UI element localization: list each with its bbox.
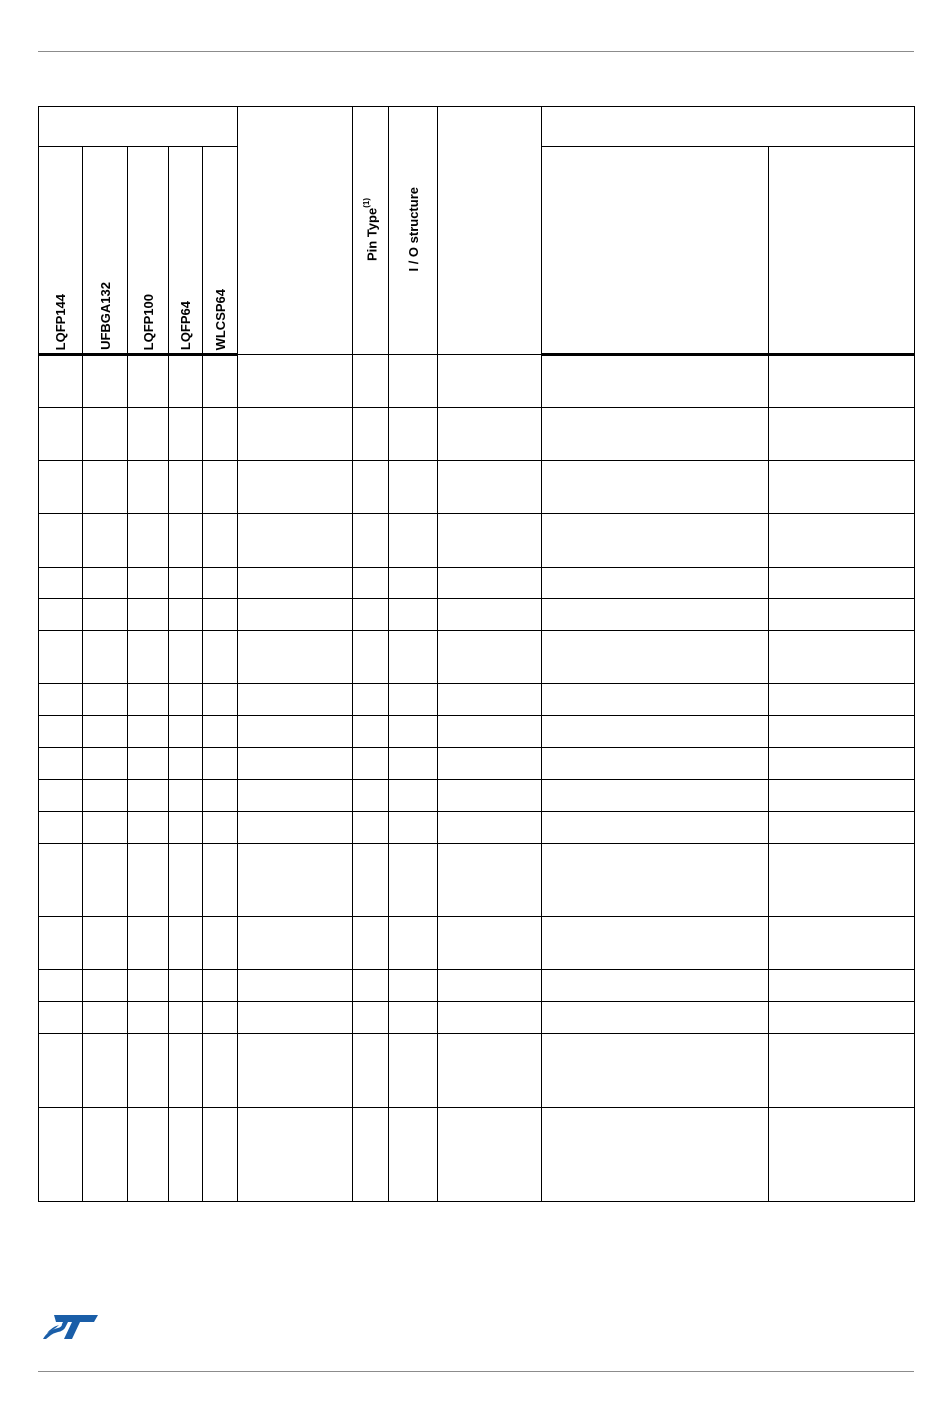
- io-structure-header: [389, 107, 438, 355]
- table-cell: [389, 631, 438, 684]
- table-cell: [83, 355, 128, 408]
- table-cell: [203, 1002, 238, 1034]
- table-cell: [128, 461, 169, 514]
- table-row: [39, 844, 915, 917]
- table-cell: [542, 599, 769, 631]
- table-cell: [83, 970, 128, 1002]
- table-cell: [353, 599, 389, 631]
- table-cell: [128, 568, 169, 599]
- header-row-group: [39, 107, 915, 147]
- table-cell: [169, 1034, 203, 1108]
- table-cell: [389, 917, 438, 970]
- table-cell: [238, 631, 353, 684]
- table-cell: [238, 684, 353, 716]
- table-cell: [542, 684, 769, 716]
- table-cell: [542, 716, 769, 748]
- table-cell: [389, 748, 438, 780]
- table-cell: [438, 599, 542, 631]
- pin-type-label: Pin Type: [364, 207, 380, 261]
- table-cell: [353, 812, 389, 844]
- table-cell: [389, 1108, 438, 1202]
- table-cell: [203, 408, 238, 461]
- table-cell: [203, 514, 238, 568]
- table-cell: [389, 599, 438, 631]
- table-cell: [389, 812, 438, 844]
- notes-header: [438, 107, 542, 355]
- table-cell: [203, 568, 238, 599]
- table-cell: [128, 631, 169, 684]
- table-row: [39, 355, 915, 408]
- table-cell: [389, 461, 438, 514]
- table-cell: [203, 461, 238, 514]
- table-cell: [238, 1108, 353, 1202]
- table-cell: [769, 748, 915, 780]
- table-cell: [39, 599, 83, 631]
- table-cell: [39, 812, 83, 844]
- pin-name-header: [238, 107, 353, 355]
- table-cell: [353, 684, 389, 716]
- table-cell: [438, 408, 542, 461]
- io-structure-label: I / O structure: [405, 186, 421, 272]
- table-cell: [203, 970, 238, 1002]
- table-cell: [169, 355, 203, 408]
- table-cell: [169, 748, 203, 780]
- table-row: [39, 599, 915, 631]
- table-cell: [542, 568, 769, 599]
- table-cell: [128, 748, 169, 780]
- table-cell: [203, 780, 238, 812]
- table-cell: [389, 970, 438, 1002]
- table-cell: [389, 408, 438, 461]
- table-cell: [769, 461, 915, 514]
- table-cell: [389, 355, 438, 408]
- table-cell: [438, 355, 542, 408]
- table-cell: [769, 568, 915, 599]
- table-cell: [39, 568, 83, 599]
- table-cell: [169, 1108, 203, 1202]
- table-cell: [769, 812, 915, 844]
- table-cell: [169, 844, 203, 917]
- table-cell: [238, 1034, 353, 1108]
- table-cell: [438, 812, 542, 844]
- table-cell: [438, 748, 542, 780]
- table-cell: [438, 684, 542, 716]
- table-cell: [83, 1034, 128, 1108]
- table-cell: [238, 599, 353, 631]
- table-cell: [542, 1108, 769, 1202]
- table-cell: [128, 1002, 169, 1034]
- table-cell: [83, 1108, 128, 1202]
- table-cell: [353, 716, 389, 748]
- additional-functions-header: [769, 147, 915, 355]
- table-cell: [438, 514, 542, 568]
- table-cell: [542, 1002, 769, 1034]
- table-cell: [238, 1002, 353, 1034]
- table-cell: [769, 917, 915, 970]
- table-cell: [39, 461, 83, 514]
- table-cell: [128, 599, 169, 631]
- table-cell: [83, 408, 128, 461]
- table-row: [39, 812, 915, 844]
- table-cell: [39, 780, 83, 812]
- table-cell: [128, 917, 169, 970]
- table-cell: [169, 812, 203, 844]
- table-cell: [438, 461, 542, 514]
- table-cell: [353, 1002, 389, 1034]
- table-cell: [353, 355, 389, 408]
- table-row: [39, 1108, 915, 1202]
- table-cell: [353, 514, 389, 568]
- table-row: [39, 684, 915, 716]
- table-cell: [39, 1108, 83, 1202]
- table-cell: [128, 780, 169, 812]
- table-cell: [169, 917, 203, 970]
- table-cell: [542, 748, 769, 780]
- table-cell: [169, 514, 203, 568]
- table-cell: [769, 514, 915, 568]
- table-cell: [83, 599, 128, 631]
- table-cell: [353, 970, 389, 1002]
- table-cell: [353, 461, 389, 514]
- header-rule: [38, 51, 914, 52]
- table-cell: [353, 748, 389, 780]
- table-cell: [542, 355, 769, 408]
- table-cell: [438, 780, 542, 812]
- table-cell: [438, 1108, 542, 1202]
- table-cell: [353, 1108, 389, 1202]
- table-cell: [39, 1034, 83, 1108]
- table-cell: [353, 844, 389, 917]
- table-cell: [389, 514, 438, 568]
- table-cell: [39, 1002, 83, 1034]
- table-cell: [389, 780, 438, 812]
- table-cell: [83, 748, 128, 780]
- table-cell: [542, 917, 769, 970]
- table-cell: [238, 970, 353, 1002]
- table-cell: [39, 748, 83, 780]
- table-cell: [39, 970, 83, 1002]
- table-cell: [83, 568, 128, 599]
- table-cell: [769, 1034, 915, 1108]
- table-cell: [83, 1002, 128, 1034]
- package-header-lqfp100: LQFP100: [128, 147, 169, 355]
- table-cell: [169, 970, 203, 1002]
- table-row: [39, 514, 915, 568]
- package-header-wlcsp64: WLCSP64: [203, 147, 238, 355]
- table-cell: [542, 1034, 769, 1108]
- table-cell: [83, 917, 128, 970]
- table-cell: [169, 1002, 203, 1034]
- table-cell: [39, 716, 83, 748]
- table-row: [39, 970, 915, 1002]
- table-cell: [83, 461, 128, 514]
- table-cell: [353, 780, 389, 812]
- table-cell: [769, 970, 915, 1002]
- table-cell: [389, 1002, 438, 1034]
- table-cell: [169, 631, 203, 684]
- table-cell: [203, 812, 238, 844]
- table-cell: [389, 684, 438, 716]
- table-cell: [203, 1108, 238, 1202]
- table-cell: [542, 461, 769, 514]
- table-cell: [542, 844, 769, 917]
- table-cell: [169, 461, 203, 514]
- table-cell: [438, 844, 542, 917]
- table-cell: [238, 355, 353, 408]
- pin-type-footnote: (1): [361, 197, 371, 208]
- table-cell: [238, 461, 353, 514]
- table-cell: [169, 408, 203, 461]
- table-cell: [438, 1034, 542, 1108]
- table-cell: [353, 631, 389, 684]
- table-cell: [203, 599, 238, 631]
- table-cell: [203, 917, 238, 970]
- table-cell: [769, 631, 915, 684]
- table-cell: [128, 844, 169, 917]
- table-cell: [203, 716, 238, 748]
- table-cell: [353, 1034, 389, 1108]
- table-cell: [203, 748, 238, 780]
- table-cell: [203, 844, 238, 917]
- table-cell: [238, 844, 353, 917]
- table-row: [39, 461, 915, 514]
- table-cell: [353, 917, 389, 970]
- table-cell: [769, 1108, 915, 1202]
- table-body: [39, 355, 915, 1202]
- table-cell: [389, 1034, 438, 1108]
- table-cell: [769, 355, 915, 408]
- table-cell: [39, 355, 83, 408]
- table-row: [39, 1002, 915, 1034]
- table-cell: [542, 514, 769, 568]
- package-header-lqfp64: LQFP64: [169, 147, 203, 355]
- table-cell: [39, 844, 83, 917]
- table-row: [39, 780, 915, 812]
- table-cell: [203, 355, 238, 408]
- pin-functions-group-header: [542, 107, 915, 147]
- table-cell: [542, 631, 769, 684]
- table-cell: [769, 599, 915, 631]
- table-cell: [238, 716, 353, 748]
- table-cell: [769, 780, 915, 812]
- table-cell: [83, 716, 128, 748]
- table-cell: [238, 780, 353, 812]
- table-cell: [39, 631, 83, 684]
- table-cell: [238, 812, 353, 844]
- footer-rule: [38, 1371, 914, 1372]
- table-cell: [83, 514, 128, 568]
- table-cell: [128, 716, 169, 748]
- table-cell: [39, 917, 83, 970]
- table-cell: [238, 748, 353, 780]
- table-cell: [769, 684, 915, 716]
- table-cell: [128, 970, 169, 1002]
- pin-number-group-header: [39, 107, 238, 147]
- table-cell: [128, 684, 169, 716]
- table-cell: [83, 684, 128, 716]
- table-row: [39, 1034, 915, 1108]
- table-cell: [169, 716, 203, 748]
- table-cell: [238, 568, 353, 599]
- table-cell: [83, 812, 128, 844]
- table-cell: [769, 716, 915, 748]
- table-row: [39, 716, 915, 748]
- table-cell: [39, 408, 83, 461]
- table-cell: [128, 514, 169, 568]
- table-cell: [203, 631, 238, 684]
- table-cell: [769, 1002, 915, 1034]
- table-cell: [438, 1002, 542, 1034]
- pinout-table: [38, 106, 915, 1202]
- table-cell: [39, 684, 83, 716]
- table-cell: [542, 408, 769, 461]
- alternate-functions-header: [542, 147, 769, 355]
- st-logo: [42, 1312, 100, 1342]
- table-cell: [389, 844, 438, 917]
- table-cell: [438, 970, 542, 1002]
- table-cell: [128, 1034, 169, 1108]
- table-cell: [438, 917, 542, 970]
- table-cell: [83, 631, 128, 684]
- table-cell: [353, 568, 389, 599]
- table-cell: [438, 568, 542, 599]
- pin-type-header: [353, 107, 389, 355]
- table-row: [39, 748, 915, 780]
- table-cell: [542, 970, 769, 1002]
- table-cell: [39, 514, 83, 568]
- table-cell: [169, 780, 203, 812]
- table-cell: [169, 684, 203, 716]
- table-cell: [83, 780, 128, 812]
- table-cell: [238, 408, 353, 461]
- table-cell: [238, 514, 353, 568]
- table-row: [39, 917, 915, 970]
- table-cell: [203, 1034, 238, 1108]
- table-cell: [169, 568, 203, 599]
- table-row: [39, 631, 915, 684]
- table-cell: [238, 917, 353, 970]
- package-header-lqfp144: LQFP144: [39, 147, 83, 355]
- table-row: [39, 568, 915, 599]
- table-cell: [203, 684, 238, 716]
- table-cell: [128, 355, 169, 408]
- package-header-ufbga132: UFBGA132: [83, 147, 128, 355]
- table-cell: [169, 599, 203, 631]
- table-row: [39, 408, 915, 461]
- table-cell: [438, 716, 542, 748]
- table-cell: [389, 568, 438, 599]
- table-cell: [769, 408, 915, 461]
- table-cell: [128, 812, 169, 844]
- table-cell: [542, 780, 769, 812]
- table-cell: [438, 631, 542, 684]
- table-cell: [389, 716, 438, 748]
- table-cell: [128, 1108, 169, 1202]
- table-cell: [353, 408, 389, 461]
- table-cell: [128, 408, 169, 461]
- table-cell: [83, 844, 128, 917]
- table-cell: [542, 812, 769, 844]
- table-cell: [769, 844, 915, 917]
